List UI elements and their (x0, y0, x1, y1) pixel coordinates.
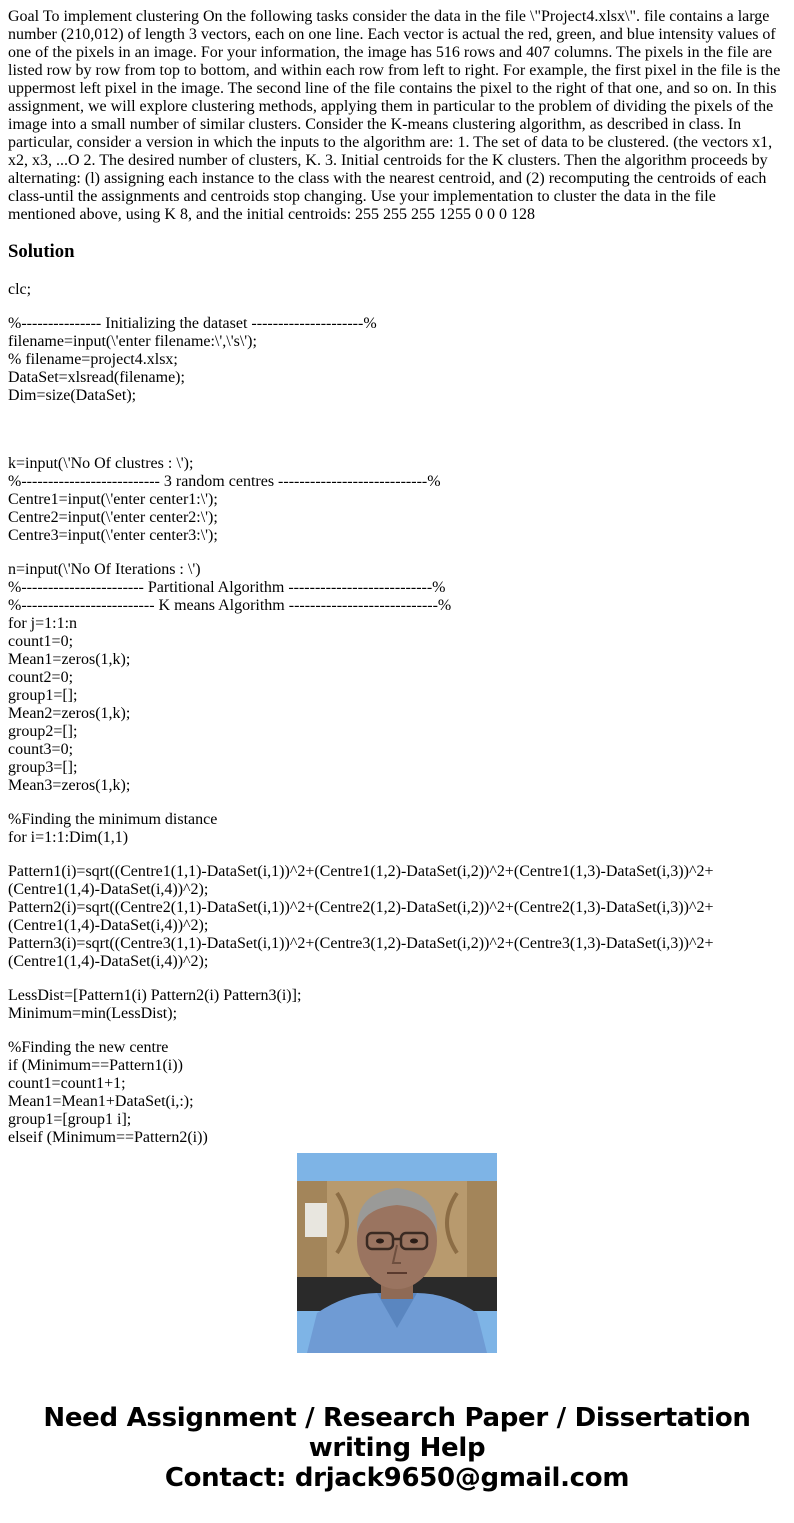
solution-code (8, 281, 786, 1146)
code-line: elseif (Minimum==Pattern2(i)) (8, 1129, 208, 1146)
code-line: group2=[]; (8, 723, 78, 740)
code-line: count3=0; (8, 741, 74, 758)
code-line: Mean1=zeros(1,k); (8, 651, 131, 668)
code-line: Pattern3(i)=sqrt((Centre3(1,1)-DataSet(i,1))^2+(Centre3(1,2)-DataSet(i,2))^2+(Centre3(1,3)-DataSet(i,3))^2+(Centre1(1,4)-DataSet(i,4))^2); (8, 935, 714, 970)
avatar (297, 1153, 497, 1353)
code-line: Centre3=input(\'enter center3:\'); (8, 527, 218, 544)
code-line: count2=0; (8, 669, 74, 686)
code-line: Dim=size(DataSet); (8, 387, 137, 404)
code-spacer (8, 439, 786, 455)
code-spacer (8, 405, 786, 421)
promo-section (0, 1153, 794, 1493)
code-spacer (8, 795, 786, 811)
person-photo-icon (297, 1153, 497, 1353)
code-spacer (8, 545, 786, 561)
code-line: Mean1=Mean1+DataSet(i,:); (8, 1093, 194, 1110)
code-spacer (8, 847, 786, 863)
code-line: %--------------- Initializing the dataset ---------------------% (8, 315, 377, 332)
code-spacer (8, 1023, 786, 1039)
code-line: Centre2=input(\'enter center2:\'); (8, 509, 218, 526)
code-line: Pattern2(i)=sqrt((Centre2(1,1)-DataSet(i,1))^2+(Centre2(1,2)-DataSet(i,2))^2+(Centre2(1,3)-DataSet(i,3))^2+(Centre1(1,4)-DataSet(i,4))^2); (8, 899, 714, 934)
code-line: Pattern1(i)=sqrt((Centre1(1,1)-DataSet(i,1))^2+(Centre1(1,2)-DataSet(i,2))^2+(Centre1(1,3)-DataSet(i,3))^2+(Centre1(1,4)-DataSet(i,4))^2); (8, 863, 714, 898)
code-line: LessDist=[Pattern1(i) Pattern2(i) Pattern3(i)]; (8, 987, 302, 1004)
code-line: count1=0; (8, 633, 74, 650)
code-line: %Finding the new centre (8, 1039, 169, 1056)
code-spacer (8, 299, 786, 315)
code-line: Centre1=input(\'enter center1:\'); (8, 491, 218, 508)
promo-line-2: writing Help (308, 1433, 486, 1463)
code-line: %----------------------- Partitional Algorithm ---------------------------% (8, 579, 446, 596)
code-line: k=input(\'No Of clustres : \'); (8, 455, 194, 472)
code-line: %-------------------------- 3 random centres ----------------------------% (8, 473, 441, 490)
question-text: Goal To implement clustering On the following tasks consider the data in the file \"Project4.xlsx\". file contains a large number (210,012) of length 3 vectors, each on one line. Each vector is actual the red, green, and blue intensity values of one of the pixels in an image. For your information, the image has 516 rows and 407 columns. The pixels in the file are listed row by row from top to bottom, and within each row from left to right. For example, the first pixel in the file is the uppermost left pixel in the image. The second line of the file contains the pixel to the right of that one, and so on. In this assignment, we will explore clustering methods, applying them in particular to the problem of dividing the pixels of the image into a small number of similar clusters. Consider the K-means clustering algorithm, as described in class. In particular, consider a version in which the inputs to the algorithm are: 1. The set of data to be clustered. (the vectors x1, x2, x3, ...O 2. The desired number of clusters, K. 3. Initial centroids for the K clusters. Then the algorithm proceeds by alternating: (l) assigning each instance to the class with the nearest centroid, and (2) recomputing the centroids of each class-until the assignments and centroids stop changing. Use your implementation to cluster the data in the file mentioned above, using K 8, and the initial centroids: 255 255 255 1255 0 0 0 128 (8, 8, 781, 223)
code-line: for j=1:1:n (8, 615, 78, 632)
code-line: group1=[]; (8, 687, 78, 704)
code-line: %------------------------- K means Algorithm ----------------------------% (8, 597, 452, 614)
code-line: Mean2=zeros(1,k); (8, 705, 131, 722)
promo-line-1: Need Assignment / Research Paper / Dissertation (43, 1403, 751, 1433)
code-line: % filename=project4.xlsx; (8, 351, 178, 368)
code-line: count1=count1+1; (8, 1075, 126, 1092)
promo-contact: Contact: drjack9650@gmail.com (164, 1463, 630, 1493)
code-line: clc; (8, 281, 32, 298)
code-line: group3=[]; (8, 759, 78, 776)
code-line: DataSet=xlsread(filename); (8, 369, 185, 386)
promo-text (0, 1403, 794, 1493)
code-line: Mean3=zeros(1,k); (8, 777, 131, 794)
code-line: Minimum=min(LessDist); (8, 1005, 178, 1022)
code-line (8, 421, 786, 439)
code-line: n=input(\'No Of Iterations : \') (8, 561, 201, 578)
code-spacer (8, 971, 786, 987)
code-line: %Finding the minimum distance (8, 811, 218, 828)
code-line: group1=[group1 i]; (8, 1111, 132, 1128)
code-line: for i=1:1:Dim(1,1) (8, 829, 129, 846)
code-line: if (Minimum==Pattern1(i)) (8, 1057, 183, 1074)
code-line: filename=input(\'enter filename:\',\'s\'); (8, 333, 257, 350)
solution-heading: Solution (8, 241, 75, 262)
